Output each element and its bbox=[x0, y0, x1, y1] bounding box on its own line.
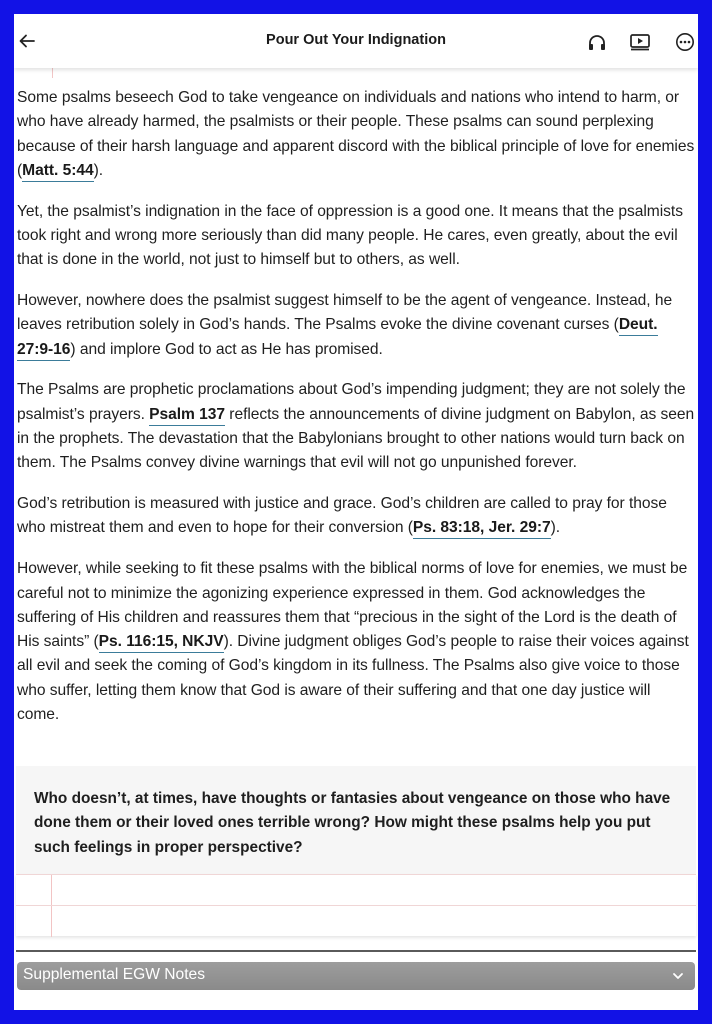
paragraph-1: Some psalms beseech God to take vengeance on individuals and nations who intend to harm, or who have already harmed, the psalmists or their people. These psalms can sound perplexing because of their harsh language and apparent discord with the biblical principle of love for enemies (Matt. 5:44). bbox=[17, 86, 695, 183]
lesson-content bbox=[17, 86, 695, 744]
play-screen-icon[interactable] bbox=[629, 31, 651, 53]
note-margin-line bbox=[51, 875, 52, 937]
page-title: Pour Out Your Indignation bbox=[266, 32, 446, 48]
paragraph-6: However, while seeking to fit these psalms with the biblical norms of love for enemies, we must be careful not to minimize the agonizing experience expressed in them. God acknowledges the suffering of His children and reassures them that “precious in the sight of the Lord is the death of His saints” (Ps. 116:15, NKJV). Divine judgment obliges God’s people to raise their voices against all evil and seek the coming of God’s kingdom in its fullness. The Psalms also give voice to those who suffer, letting them know that God is aware of their suffering and that one day justice will come. bbox=[17, 560, 689, 724]
more-options-icon[interactable] bbox=[674, 31, 696, 53]
scripture-link-psalm-137[interactable]: Psalm 137 bbox=[149, 406, 225, 426]
note-ruled-line bbox=[16, 905, 696, 906]
note-input-area[interactable] bbox=[16, 874, 696, 936]
headphones-icon[interactable] bbox=[586, 31, 608, 53]
scripture-link-ps-83-jer-29[interactable]: Ps. 83:18, Jer. 29:7 bbox=[413, 519, 551, 539]
paragraph-2: Yet, the psalmist’s indignation in the face of oppression is a good one. It means that the psalmists took right and wrong more seriously than did many people. He cares, even greatly, about the evil that is done in the world, not just to himself but to others, as well. bbox=[17, 202, 683, 269]
top-bar bbox=[14, 14, 698, 68]
supplemental-notes-toggle[interactable] bbox=[17, 962, 695, 990]
paragraph-5: God’s retribution is measured with justice and grace. God’s children are called to pray for those who mistreat them and even to hope for their conversion (Ps. 83:18, Jer. 29:7). bbox=[17, 492, 695, 541]
chevron-down-icon bbox=[671, 969, 685, 983]
section-divider bbox=[16, 950, 696, 952]
discussion-question: Who doesn’t, at times, have thoughts or fantasies about vengeance on those who have done them or their loved ones terrible wrong? How might these psalms help you put such feelings in proper perspective? bbox=[16, 766, 696, 874]
paragraph-3: However, nowhere does the psalmist suggest himself to be the agent of vengeance. Instead, he leaves retribution solely in God’s hands. The Psalms evoke the divine covenant curses (Deut. 27:9-16) and implore God to act as He has promised. bbox=[17, 289, 695, 362]
scripture-link-matt-5-44[interactable]: Matt. 5:44 bbox=[22, 162, 93, 182]
paragraph-4: The Psalms are prophetic proclamations about God’s impending judgment; they are not solely the psalmist’s prayers. Psalm 137 reflects the announcements of divine judgment on Babylon, as seen in the prophets. The devastation that the Babylonians brought to other nations would turn back on them. The Psalms convey divine warnings that evil will not go unpunished forever. bbox=[17, 381, 695, 472]
scripture-link-ps-116-15[interactable]: Ps. 116:15, NKJV bbox=[99, 633, 224, 653]
app-window bbox=[14, 14, 698, 1010]
supplemental-notes-label: Supplemental EGW Notes bbox=[23, 966, 206, 983]
scripture-link-deut-27[interactable]: Deut. 27:9-16 bbox=[17, 316, 658, 360]
